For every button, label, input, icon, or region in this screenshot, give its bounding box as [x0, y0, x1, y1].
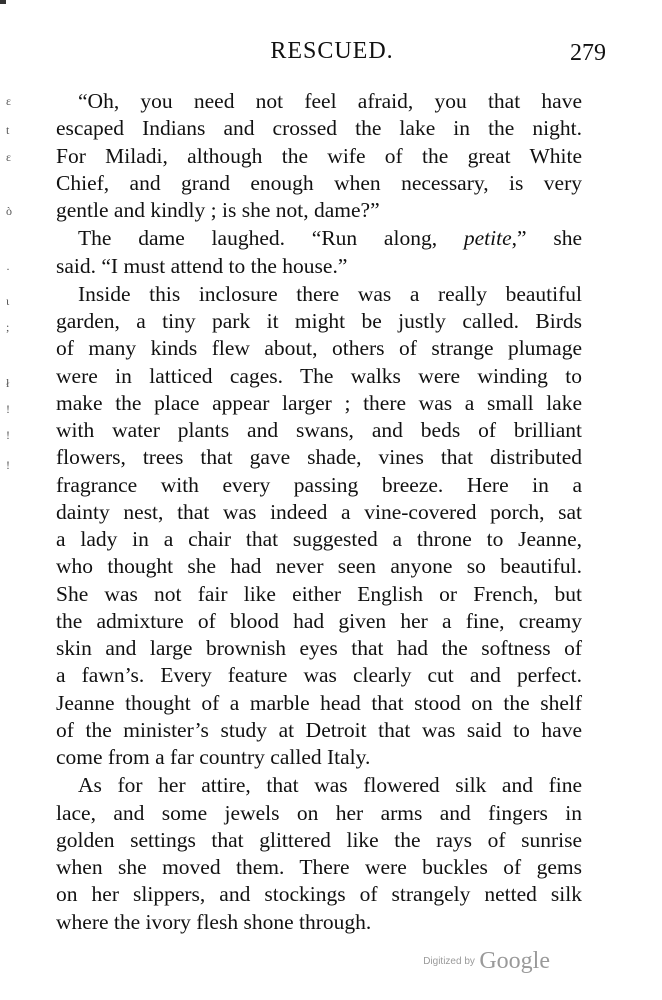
- digitized-by-watermark: [423, 948, 550, 975]
- text-line: who thought she had never seen anyone so beautiful.: [56, 554, 582, 579]
- text-line: where the ivory flesh shone through.: [56, 909, 372, 934]
- paragraph: [56, 772, 582, 936]
- margin-mark: t: [6, 123, 10, 137]
- text-line: Inside this inclosure there was a really beautiful: [78, 281, 582, 306]
- running-title: RESCUED.: [270, 38, 394, 64]
- text-line: Chief, and grand enough when necessary, is very: [56, 170, 582, 195]
- text-line: The dame laughed. “Run along, petite,” she: [78, 226, 583, 251]
- text-line: of many kinds flew about, others of strange plumage: [56, 336, 582, 361]
- watermark-prefix: Digitized by: [423, 956, 475, 967]
- margin-mark: ·: [6, 262, 10, 276]
- text-line: For Miladi, although the wife of the great White: [56, 143, 582, 168]
- text-line: the admixture of blood had given her a fine, creamy: [56, 608, 582, 633]
- text-line: of the minister’s study at Detroit that was said to have: [56, 717, 582, 742]
- text-line: when she moved them. There were buckles of gems: [56, 855, 582, 879]
- margin-mark: !: [6, 458, 10, 472]
- paragraph: [56, 281, 582, 772]
- text-line: fragrance with every passing breeze. Here in a: [56, 472, 582, 497]
- text-line: escaped Indians and crossed the lake in the night.: [56, 116, 582, 141]
- margin-mark: !: [6, 402, 10, 416]
- text-line: make the place appear larger ; there was a small lake: [56, 390, 582, 415]
- text-line: lace, and some jewels on her arms and fingers in: [56, 800, 582, 825]
- page-header: [54, 38, 610, 70]
- text-line: on her slippers, and stockings of strangely netted silk: [56, 882, 582, 907]
- text-line: with water plants and swans, and beds of brilliant: [56, 418, 582, 442]
- margin-mark: ;: [6, 320, 10, 334]
- paragraph: [56, 88, 582, 224]
- margin-mark: ι: [6, 294, 10, 308]
- text-line: golden settings that glittered like the rays of sunrise: [56, 827, 582, 852]
- text-line: skin and large brownish eyes that had the softness of: [56, 636, 582, 660]
- body-text: [56, 88, 582, 936]
- margin-mark: ε: [6, 94, 12, 108]
- text-line: She was not fair like either English or French, but: [56, 581, 582, 606]
- text-line: were in latticed cages. The walks were winding to: [56, 363, 582, 388]
- text-line: a lady in a chair that suggested a throne to Jeanne,: [56, 527, 582, 551]
- text-line: come from a far country called Italy.: [56, 745, 371, 769]
- text-line: Jeanne thought of a marble head that stood on the shelf: [56, 690, 582, 715]
- margin-mark: ł: [6, 376, 10, 390]
- text-line: As for her attire, that was flowered silk and fine: [78, 773, 582, 798]
- text-line: dainty nest, that was indeed a vine-covered porch, sat: [56, 499, 582, 524]
- text-line: garden, a tiny park it might be justly called. Birds: [56, 309, 582, 333]
- italic-word: petite: [463, 226, 512, 251]
- text-line: a fawn’s. Every feature was clearly cut and perfect.: [56, 663, 582, 688]
- margin-mark: ò: [6, 204, 12, 218]
- text-line: said. “I must attend to the house.”: [56, 253, 348, 278]
- text-line: gentle and kindly ; is she not, dame?”: [56, 198, 380, 222]
- margin-mark: ε: [6, 150, 12, 164]
- google-logo: Google: [479, 948, 550, 974]
- margin-mark: !: [6, 428, 10, 442]
- paragraph: [56, 225, 582, 280]
- text-line: “Oh, you need not feel afraid, you that have: [78, 89, 582, 113]
- bleed-through-margin: [0, 0, 20, 1000]
- page-number: 279: [570, 40, 606, 66]
- text-line: flowers, trees that gave shade, vines that distributed: [56, 445, 582, 470]
